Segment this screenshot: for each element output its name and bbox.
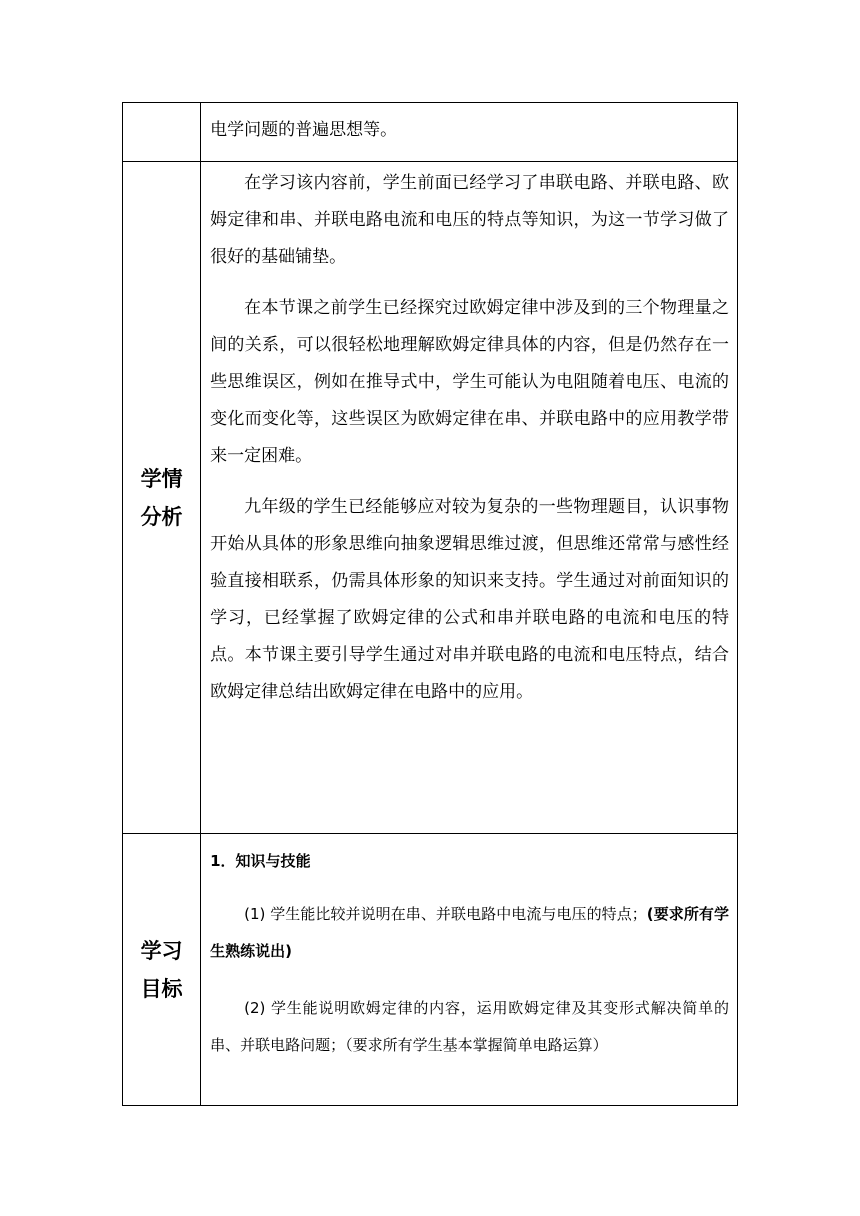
table-row-continuation [123,103,738,162]
row-content [201,103,738,162]
goal-item-text: (1) 学生能比较并说明在串、并联电路中电流与电压的特点； [244,905,647,923]
table-row-student-analysis [123,162,738,834]
row-content [201,834,738,1106]
row-label-empty [123,103,201,162]
analysis-paragraph: 在本节课之前学生已经探究过欧姆定律中涉及到的三个物理量之间的关系，可以很轻松地理解欧姆定律具体的内容，但是仍然存在一些思维误区，例如在推导式中，学生可能认为电阻随着电压、电流的变化而变化等，这些误区为欧姆定律在串、并联电路中的应用教学带来一定困难。 [210,298,729,466]
label-line: 学情 [140,466,183,491]
lesson-plan-table [122,102,738,1106]
analysis-paragraph: 在学习该内容前，学生前面已经学习了串联电路、并联电路、欧姆定律和串、并联电路电流和电压的特点等知识，为这一节学习做了很好的基础铺垫。 [210,173,729,267]
goal-item: (2) 学生能说明欧姆定律的内容，运用欧姆定律及其变形式解决简单的串、并联电路问题；（要求所有学生基本掌握简单电路运算） [210,999,729,1054]
goal-heading: 1．知识与技能 [210,852,311,870]
label-line: 学习 [140,938,183,963]
goal-item-emphasis: (要求所有学生熟练说出) [210,905,729,960]
analysis-paragraph: 九年级的学生已经能够应对较为复杂的一些物理题目，认识事物开始从具体的形象思维向抽象逻辑思维过渡，但思维还常常与感性经验直接相联系，仍需具体形象的知识来支持。学生通过对前面知识的学习，已经掌握了欧姆定律的公式和串并联电路的电流和电压的特点。本节课主要引导学生通过对串并联电路的电流和电压特点，结合欧姆定律总结出欧姆定律在电路中的应用。 [210,497,729,702]
goal-item [210,896,729,970]
table-row-learning-goals [123,834,738,1106]
row-label-learning-goals [123,834,201,1106]
label-line: 目标 [140,976,183,1001]
row-content [201,162,738,834]
label-line: 分析 [140,504,183,529]
continuation-text: 电学问题的普遍思想等。 [210,120,398,140]
row-label-student-analysis [123,162,201,834]
